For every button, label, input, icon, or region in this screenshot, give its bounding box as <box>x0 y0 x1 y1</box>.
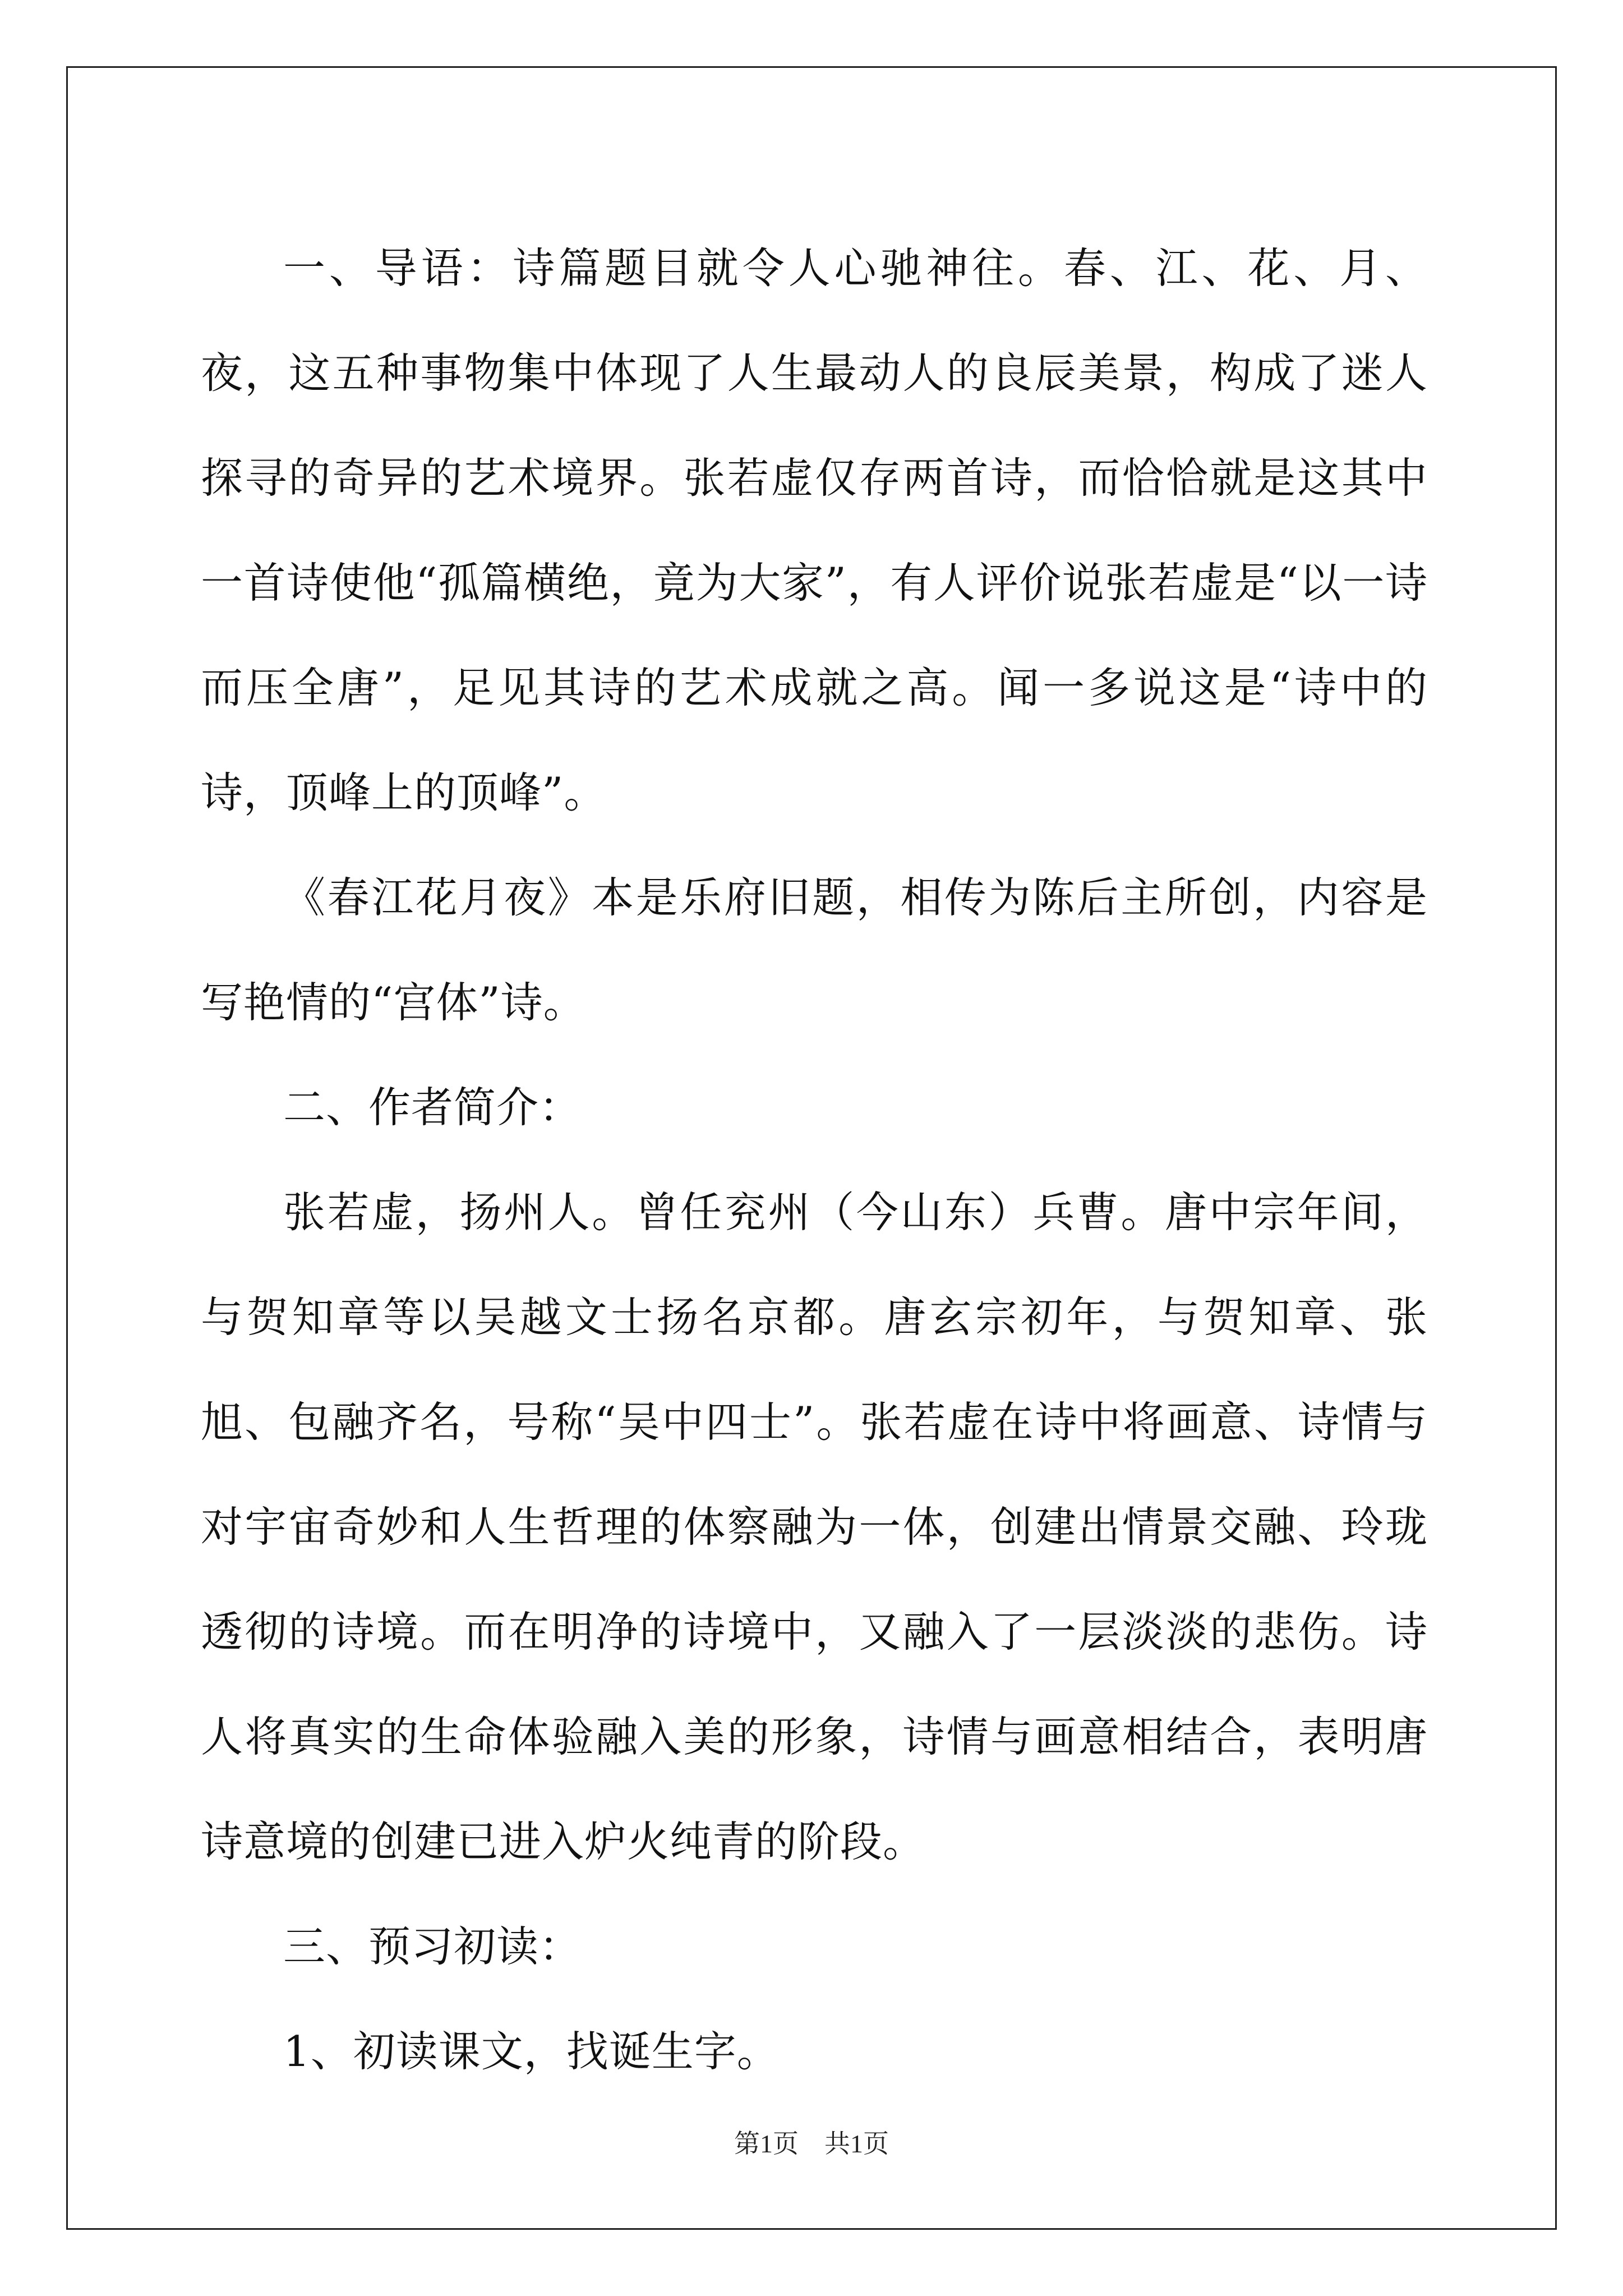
page-number-total: 共1页 <box>824 2129 889 2158</box>
page-footer <box>0 2123 1623 2160</box>
page-number-current: 第1页 <box>734 2129 799 2158</box>
paragraph-intro: 一、导语：诗篇题目就令人心驰神往。春、江、花、月、夜，这五种事物集中体现了人生最动人的良辰美景，构成了迷人探寻的奇异的艺术境界。张若虚仅存两首诗，而恰恰就是这其中一首诗使他“孤篇横绝，竟为大家”，有人评价说张若虚是“以一诗而压全唐”，足见其诗的艺术成就之高。闻一多说这是“诗中的诗，顶峰上的顶峰”。 <box>201 243 1428 817</box>
paragraph-author-bio: 张若虚，扬州人。曾任兖州（今山东）兵曹。唐中宗年间，与贺知章等以吴越文士扬名京都。唐玄宗初年，与贺知章、张旭、包融齐名，号称“吴中四士”。张若虚在诗中将画意、诗情与对宇宙奇妙和人生哲理的体察融为一体，创建出情景交融、玲珑透彻的诗境。而在明净的诗境中，又融入了一层淡淡的悲伤。诗人将真实的生命体验融入美的形象，诗情与画意相结合，表明唐诗意境的创建已进入炉火纯青的阶段。 <box>201 1188 1428 1866</box>
section-heading-author: 二、作者简介： <box>283 1083 582 1132</box>
paragraph-task-1: 1、初读课文，找诞生字。 <box>283 2027 780 2076</box>
document-body <box>201 216 1428 2104</box>
section-heading-preview: 三、预习初读： <box>283 1922 582 1971</box>
paragraph-title-origin: 《春江花月夜》本是乐府旧题，相传为陈后主所创，内容是写艳情的“宫体”诗。 <box>201 873 1428 1027</box>
